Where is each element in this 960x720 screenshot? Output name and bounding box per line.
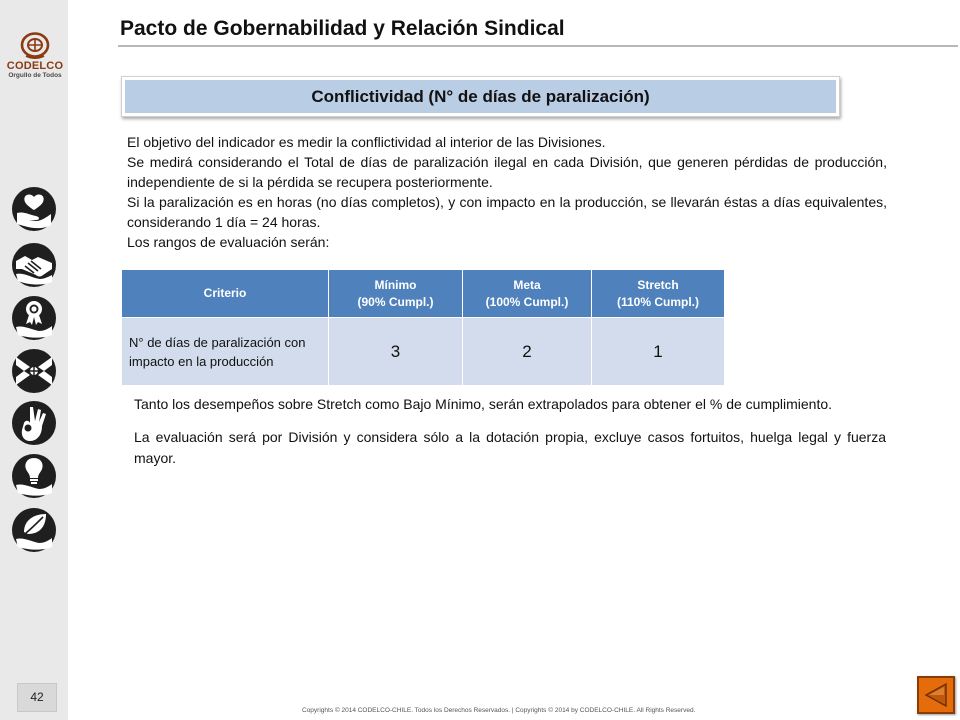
intro-paragraph: El objetivo del indicador es medir la conflictividad al interior de las Divisiones. [127,134,606,150]
header-meta [463,270,592,318]
page-title: Pacto de Gobernabilidad y Relación Sindical [120,17,565,40]
header-stretch [592,270,725,318]
logo-name: CODELCO [6,60,64,72]
sidebar [0,0,68,720]
handshake-icon[interactable] [10,241,58,289]
closing-paragraph: Tanto los desempeños sobre Stretch como Bajo Mínimo, serán extrapolados para obtener el % de cumplimiento. [134,396,833,412]
header-meta-label: Meta [513,277,541,292]
header-meta-sub: (100% Cumpl.) [485,294,569,309]
indicator-banner-text: Conflictividad (N° de días de paralización) [125,80,836,113]
title-divider [118,45,958,47]
codelco-logo [4,32,66,84]
page-number: 42 [17,683,57,712]
intro-paragraph: Los rangos de evaluación serán: [127,234,330,250]
minimo-value: 3 [329,318,463,386]
previous-slide-button[interactable] [917,676,955,714]
header-stretch-label: Stretch [637,277,679,292]
intro-paragraph: Se medirá considerando el Total de días de paralización ilegal en cada División, que generen pérdidas de producción, independiente de si la pérdida se recupera posteriormente. [127,154,887,190]
lightbulb-in-hand-icon[interactable] [10,452,58,500]
header-criterio-label: Criterio [203,286,247,300]
arrow-left-icon [919,678,953,712]
table-header-row [122,270,725,318]
table-row [122,318,725,386]
ok-hand-gesture-icon[interactable] [10,399,58,447]
header-stretch-sub: (110% Cumpl.) [616,294,700,309]
header-minimo [329,270,463,318]
indicator-banner [121,76,840,117]
copyright-footer: Copyrights © 2014 CODELCO-CHILE. Todos los Derechos Reservados. | Copyrights © 2014 by CODELCO-CHILE. All Rights Reserved. [302,707,696,714]
codelco-logo-icon [20,32,50,60]
header-minimo-label: Mínimo [374,277,417,292]
evaluation-table [121,269,725,386]
intro-paragraph: Si la paralización es en horas (no días completos), y con impacto en la producción, se llevarán éstas a días equivalentes, considerando 1 día = 24 horas. [127,194,887,230]
closing-paragraph: La evaluación será por División y considera sólo a la dotación propia, excluye casos fortuitos, huelga legal y fuerza mayor. [134,429,886,466]
meta-value: 2 [463,318,592,386]
header-minimo-sub: (90% Cumpl.) [357,294,434,309]
intro-text [127,132,887,252]
closing-text [134,394,886,469]
header-criterio [122,270,329,318]
helping-hands-icon[interactable] [10,347,58,395]
criterio-cell: N° de días de paralización con impacto en la producción [122,318,329,386]
leaf-in-hand-icon[interactable] [10,506,58,554]
award-ribbon-icon[interactable] [10,294,58,342]
logo-tagline: Orgullo de Todos [8,72,62,79]
heart-in-hand-icon[interactable] [10,185,58,233]
stretch-value: 1 [592,318,725,386]
